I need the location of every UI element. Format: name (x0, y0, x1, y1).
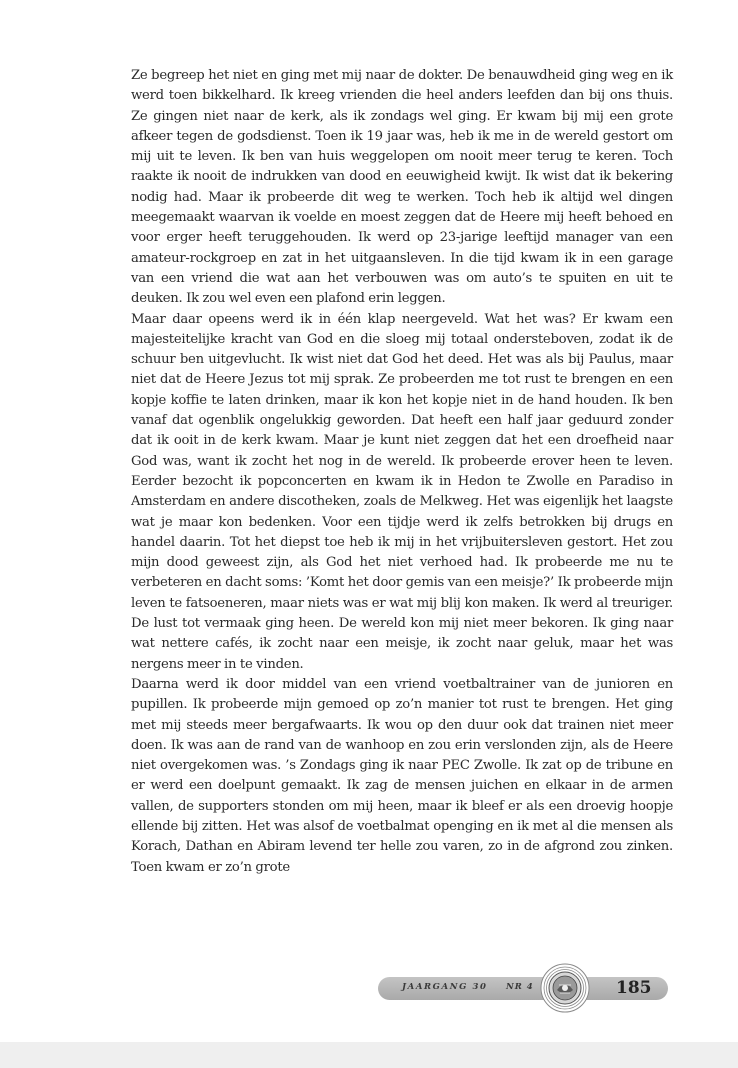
page-number: 185 (616, 978, 652, 998)
article-body (131, 66, 673, 878)
emblem-seal-icon (540, 963, 590, 1013)
page-footer (378, 963, 675, 1011)
scan-edge (0, 1042, 738, 1068)
volume-label: JAARGANG 30 (402, 982, 488, 992)
paragraph: Ze begreep het niet en ging met mij naar de dokter. De benauwdheid ging weg en ik werd toen bikkelhard. Ik kreeg vrienden die heel anders leefden dan bij ons thuis. Ze gingen niet naar de kerk, als ik zondags wel ging. Er kwam bij mij een grote afkeer tegen de godsdienst. Toen ik 19 jaar was, heb ik me in de wereld gestort om mij uit te leven. Ik ben van huis weggelopen om nooit meer terug te keren. Toch raakte ik nooit de indrukken van dood en eeuwigheid kwijt. Ik wist dat ik bekering nodig had. Maar ik probeerde dit weg te werken. Toch heb ik altijd wel dingen meegemaakt waarvan ik voelde en moest zeggen dat de Heere mij heeft behoed en voor erger heeft teruggehouden. Ik werd op 23-jarige leeftijd manager van een amateur-rockgroep en zat in het uitgaansleven. In die tijd kwam ik in een garage van een vriend die wat aan het verbouwen was om auto’s te spuiten en uit te deuken. Ik zou wel even een plafond erin leggen. (131, 68, 673, 307)
paragraph: Daarna werd ik door middel van een vriend voetbaltrainer van de junioren en pupillen. Ik probeerde mijn gemoed op zo’n manier tot rust te brengen. Het ging met mij steeds meer bergafwaarts. Ik wou op den duur ook dat trainen niet meer doen. Ik was aan de rand van de wanhoop en zou erin verslonden zijn, als de Heere niet overgekomen was. ’s Zondags ging ik naar PEC Zwolle. Ik zat op de tribune en er werd een doelpunt gemaakt. Ik zag de mensen juichen en elkaar in de armen vallen, de supporters stonden om mij heen, maar ik bleef er als een droevig hoopje ellende bij zitten. Het was alsof de voetbalmat openging en ik met al die mensen als Korach, Dathan en Abiram levend ter helle zou varen, zo in de afgrond zou zinken. Toen kwam er zo’n grote (131, 676, 673, 875)
issue-label: NR 4 (506, 982, 534, 992)
paragraph: Maar daar opeens werd ik in één klap neergeveld. Wat het was? Er kwam een majesteitelijke kracht van God en die sloeg mij totaal ondersteboven, zodat ik de schuur ben uitgevlucht. Ik wist niet dat God het deed. Het was als bij Paulus, maar niet dat de Heere Jezus tot mij sprak. Ze probeerden me tot rust te brengen en een kopje koffie te laten drinken, maar ik kon het kopje niet in de hand houden. Ik ben vanaf dat ogenblik ongelukkig geworden. Dat heeft een half jaar geduurd zonder dat ik ooit in de kerk kwam. Maar je kunt niet zeggen dat het een droefheid naar God was, want ik zocht het nog in de wereld. Ik probeerde erover heen te leven. Eerder bezocht ik popconcerten en kwam ik in Hedon te Zwolle en Paradiso in Amsterdam en andere discotheken, zoals de Melkweg. Het was eigenlijk het laagste wat je maar kon bedenken. Voor een tijdje werd ik zelfs betrokken bij drugs en handel daarin. Tot het diepst toe heb ik mij in het vrijbuitersleven gestort. Het zou mijn dood geweest zijn, als God het niet verhoed had. Ik probeerde me nu te verbeteren en dacht soms: ’Komt het door gemis van een meisje?’ Ik probeerde mijn leven te fatsoeneren, maar niets was er wat mij blij kon maken. Ik werd al treuriger. De lust tot vermaak ging heen. De wereld kon mij niet meer bekoren. Ik ging naar wat nettere cafés, ik zocht naar een meisje, ik zocht naar geluk, maar het was nergens meer in te vinden. (131, 311, 673, 672)
